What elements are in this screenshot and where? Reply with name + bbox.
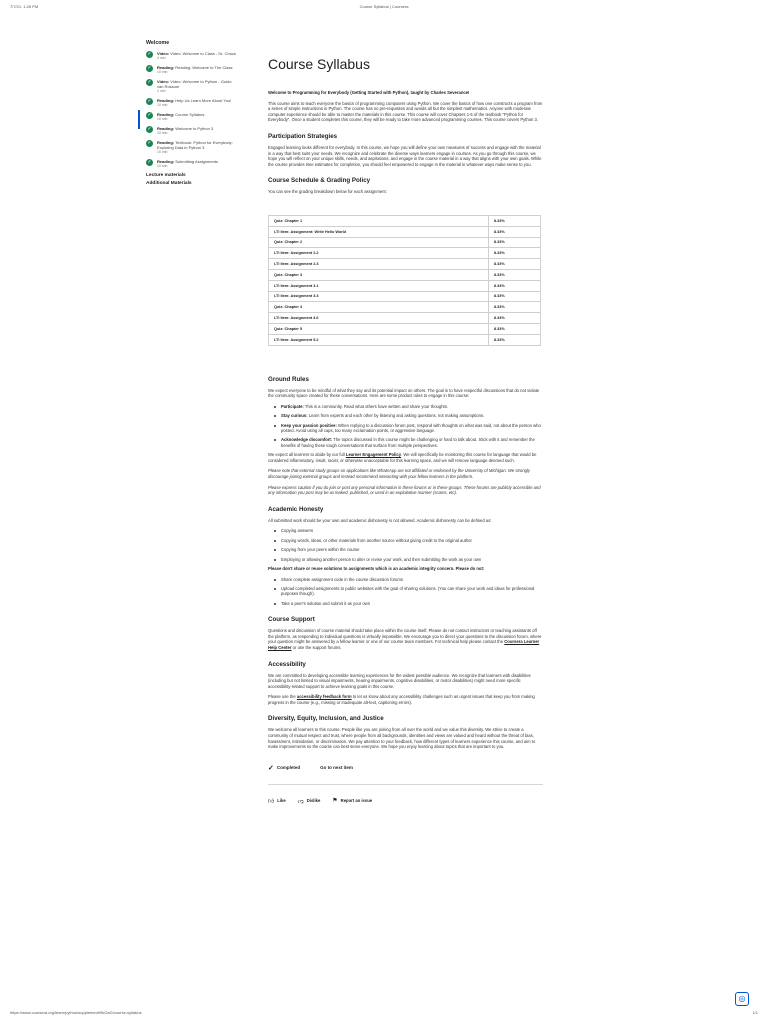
honesty-do-not: Please don't share or reuse solutions to assignments which is an academic integrity concern. Please do not: [268, 565, 485, 571]
schedule-heading: Course Schedule & Grading Policy [268, 177, 371, 185]
next-item-button[interactable]: Go to next item [320, 765, 353, 771]
thumbs-down-icon: 👎︎ [297, 798, 304, 805]
list-item: Employing or allowing another person to alter or revise your work, and then submitting the work as your own [274, 557, 543, 562]
sidebar-item[interactable] [138, 79, 238, 94]
print-page-number: 1/1 [752, 1010, 758, 1015]
help-icon[interactable]: ◎ [735, 992, 749, 1006]
sidebar-item-duration: 10 min [157, 70, 168, 74]
sidebar-item-duration: 10 min [157, 117, 168, 121]
ground-rule-item [274, 423, 543, 434]
print-header [0, 4, 768, 12]
accessibility-text: We are committed to developing accessible learning experiences for the widest possible audience. We recognize that learners with disabilities (including but not limited to visual impairments, hearing impairments, cognitive disabilities, or motor disabilities) might need more specific accessibility-related support to achieve learning goals in this course. [268, 672, 531, 689]
completed-indicator[interactable]: ✓ Completed [268, 764, 301, 772]
support-heading: Course Support [268, 616, 315, 624]
dislike-button[interactable]: 👎︎ Dislike [297, 798, 321, 805]
sidebar-item-title: Course Syllabus [175, 112, 205, 117]
sidebar-item-text [157, 79, 238, 94]
checkmark-icon: ✓ [268, 764, 274, 772]
rule-text: This is a community. Read what others have written and share your thoughts. [303, 403, 448, 409]
completed-check-icon: ✓ [147, 51, 152, 57]
intro-welcome: Welcome to Programming for Everybody (Getting Started with Python), taught by Charles Severance! [268, 90, 470, 95]
assignment-weight: 8.33% [489, 291, 541, 302]
sidebar-item-duration: 10 min [157, 150, 168, 154]
sidebar-item-kind: Reading: [157, 126, 175, 131]
rule-text: Learn from experts and each other by listening and asking questions, not making assumptions. [307, 413, 485, 419]
assignment-weight: 8.33% [489, 313, 541, 324]
sidebar-link-lecture-materials[interactable]: Lecture materials [146, 173, 186, 178]
sidebar-item-kind: Reading: [157, 159, 175, 164]
dei-heading: Diversity, Equity, Inclusion, and Justice [268, 715, 384, 723]
accessibility-feedback-text: Please use the accessibility feedback form to let us know about any accessibility challenges such as urgent issues that keep you from making progress in the course (e.g., missing or inadequate alt-text, captioning errors). [268, 694, 535, 705]
ground-rules-list [274, 404, 543, 448]
ground-rules-intro: We expect everyone to be mindful of what they say and its potential impact on others. The goal is to have respectful discussions that do not violate the community space created for these conversations. Here are some product rules to engage in this course: [268, 387, 540, 399]
sidebar-item-title: Textbook: Python for Everybody: Exploring Data in Python 3 [157, 140, 233, 150]
sidebar-item[interactable] [138, 126, 238, 136]
sidebar-item-title: Reading: Welcome to The Class [175, 65, 233, 70]
rule-lead: Participate: [281, 403, 304, 409]
assignment-name: LTI Item: Assignment 2.3 [269, 259, 489, 270]
intro-text: This course aims to teach everyone the basics of programming computers using Python. We cover the basics of how one constructs a program from a series of simple instructions in Python. The course has no pre-requisites and avoids all but the simplest mathematics. Anyone with moderate computer experience should be able to master the materials in this course. This course will cover Chapters 1-5 of the textbook "Python for Everybody". Once a student completes this course, they will be ready to take more advanced programming courses. This course covers Python 3. [268, 100, 543, 123]
assignment-weight: 8.33% [489, 237, 541, 248]
sidebar-item-duration: 10 min [157, 164, 168, 168]
sidebar-item-title: Welcome to Python 3 [175, 126, 214, 131]
module-title[interactable]: Welcome [146, 40, 170, 46]
participation-heading: Participation Strategies [268, 132, 338, 140]
sidebar-item[interactable] [138, 159, 238, 169]
print-footer [0, 1010, 768, 1018]
sidebar-item-text [157, 65, 232, 75]
page-title: Course Syllabus [268, 56, 370, 72]
dei-text: We welcome all learners to this course. People like you are joining from all over the world and we value this diversity. We strive to create a community of mutual respect and trust, where people from all backgrounds, identities and views are valued and heard without the threat of bias, harassment, intimidation, or discrimination. We pay attention to your feedback, how different types of learners experience this course, and aim to make improvements so the course can best serve everyone. We hope you enjoy learning about topics that are important to you. [268, 727, 536, 750]
caution-note: Please express caution if you do join or post any personal information in these forums or in these groups. These forums are publicly accessible and any information you post may be as leaked, published, or used in an exploitative manner (scams, etc). [268, 484, 541, 496]
sidebar-item-text [157, 112, 204, 122]
sidebar-item-title: Submitting Assignments [175, 159, 218, 164]
list-item: Take a peer's solution and submit it as your own [274, 601, 543, 606]
rule-lead: Keep your passion positive: [281, 422, 337, 428]
assignment-weight: 8.33% [489, 269, 541, 280]
honesty-list [274, 528, 543, 562]
completed-check-icon: ✓ [147, 79, 152, 85]
sidebar-item-list [138, 51, 238, 169]
report-issue-button[interactable]: ⚑ Report an issue [332, 798, 373, 805]
assignment-name: Quiz: Chapter 4 [269, 302, 489, 313]
assignment-name: Quiz: Chapter 2 [269, 237, 489, 248]
sidebar-item-kind: Reading: [157, 140, 175, 145]
completed-check-icon: ✓ [147, 65, 152, 71]
print-date: 7/7/21, 1:26 PM [10, 4, 39, 9]
sidebar-item[interactable] [138, 140, 238, 155]
divider [268, 784, 543, 785]
list-item: Share complete assignment code in the course discussion forums [274, 577, 543, 582]
completed-check-icon: ✓ [147, 159, 152, 165]
grade-row [269, 237, 541, 248]
assignment-name: LTI Item: Assignment 3.1 [269, 280, 489, 291]
assignment-name: LTI Item: Assignment 5.2 [269, 334, 489, 345]
sidebar-item-text [157, 140, 238, 155]
grade-row [269, 259, 541, 270]
grade-row [269, 323, 541, 334]
assignment-name: Quiz: Chapter 1 [269, 215, 489, 226]
sidebar-item[interactable] [138, 98, 238, 108]
grade-row [269, 313, 541, 324]
sidebar-item-title: Help Us Learn More About You! [175, 98, 232, 103]
ground-rule-item [274, 437, 543, 448]
feedback-bar [268, 797, 543, 805]
accessibility-feedback-link[interactable]: accessibility feedback form [296, 694, 352, 700]
sidebar-item-title: Video: Welcome to Python - Guido van Rossum [157, 79, 232, 89]
assignment-name: LTI Item: Assignment 4.6 [269, 313, 489, 324]
completed-check-icon: ✓ [147, 98, 152, 104]
ground-rules-heading: Ground Rules [268, 375, 309, 383]
main-content [268, 56, 543, 805]
grade-row [269, 334, 541, 345]
completed-check-icon: ✓ [147, 112, 152, 118]
item-actions [268, 764, 543, 772]
assignment-weight: 8.33% [489, 334, 541, 345]
completed-check-icon: ✓ [147, 126, 152, 132]
assignment-weight: 8.33% [489, 259, 541, 270]
grade-row [269, 302, 541, 313]
participation-text: Engaged learning looks different for everybody. In this course, we hope you will define your own measures of success and engage with the material in a way that best suits your needs. We recognize and celebrate the diverse ways learners engage in courses. As you go through this course, we hope you will reflect on your unique skills, needs, and aspirations, and engage in the course material in a way that aligns with your own goals. While the course provides time estimates for completion, you should feel empowered to engage in the material in whatever ways make sense to you. [268, 144, 542, 167]
sidebar-item-text [157, 98, 231, 108]
assignment-weight: 8.33% [489, 248, 541, 259]
external-groups-note: Please note that external study groups on applications like WhatsApp are not affiliated or endorsed by the University of Michigan. We strongly discourage joining external groups and instead recommend interacting with your fellow learners in the platform. [268, 468, 531, 479]
sidebar-item-duration: 10 min [157, 131, 168, 135]
assignment-weight: 8.33% [489, 215, 541, 226]
sidebar-item-kind: Video: [157, 51, 170, 56]
assignment-name: LTI Item: Assignment 2.2 [269, 248, 489, 259]
support-text: Questions and discussion of course material should take place within the course itself. Please do not contact instructors or teaching assistants off the platform, as responding to individual questions is virtually impossible. We encourage you to direct your questions to the discussion forum, where your question might be answered by a fellow learner or one of our course team members. For technical help please contact the Coursera Learner Help Center or use the support forums. [268, 628, 542, 650]
grade-row [269, 215, 541, 226]
accessibility-heading: Accessibility [268, 660, 306, 668]
sidebar-item-duration: 1 min [157, 89, 166, 93]
grading-table [268, 215, 541, 346]
sidebar-item-duration: 10 min [157, 103, 168, 107]
assignment-weight: 8.33% [489, 323, 541, 334]
sidebar-item-text [157, 159, 218, 169]
policy-text: We expect all learners to abide by our full Learner Engagement Policy. We will specifically be monitoring this course for language that would be considered inflammatory, insult, racist, or otherwise unacceptable for this learning space, and we will remove language deemed such. [268, 452, 537, 463]
help-center-link[interactable]: Coursera Learner Help Center [268, 639, 540, 650]
like-button[interactable]: 👍︎ Like [268, 798, 286, 805]
thumbs-up-icon: 👍︎ [268, 798, 275, 805]
assignment-weight: 8.33% [489, 226, 541, 237]
honesty-intro: All submitted work should be your own and academic dishonesty is not allowed. Academic dishonesty can be defined as: [268, 517, 492, 523]
sidebar-item-title: Video: Welcome to Class - Dr. Chuck [170, 51, 236, 56]
sidebar-link-additional-materials[interactable]: Additional Materials [146, 181, 192, 186]
assignment-weight: 8.33% [489, 280, 541, 291]
rule-text: The topics discussed in this course might be challenging or hard to talk about. Stick with it and remember the benefits of having these tough conversations that surface from multiple perspectives. [281, 437, 535, 448]
schedule-text: You can see the grading breakdown below for each assignment: [268, 189, 387, 195]
flag-icon: ⚑ [332, 798, 338, 805]
list-item: Copying from your peers within the course [274, 547, 543, 552]
list-item: Copying answers [274, 528, 543, 533]
sidebar-item[interactable] [138, 51, 238, 61]
sidebar-item-kind: Reading: [157, 98, 175, 103]
ground-rule-item [274, 404, 543, 409]
sidebar-item-text [157, 126, 213, 136]
assignment-weight: 8.33% [489, 302, 541, 313]
grade-row [269, 269, 541, 280]
sidebar-item-kind: Reading: [157, 65, 175, 70]
honesty-do-not-list [274, 577, 543, 607]
rule-lead: Acknowledge discomfort: [281, 437, 333, 443]
sidebar-item[interactable] [138, 112, 238, 122]
sidebar-item[interactable] [138, 65, 238, 75]
assignment-name: Quiz: Chapter 3 [269, 269, 489, 280]
course-sidebar [138, 40, 238, 189]
list-item: Upload completed assignments to public websites with the goal of sharing solutions. (You can share your work and ideas for professional purposes though). [274, 586, 543, 597]
print-title: Course Syllabus | Coursera [359, 4, 409, 9]
sidebar-item-kind: Video: [157, 79, 170, 84]
grade-row [269, 248, 541, 259]
completed-check-icon: ✓ [147, 140, 152, 146]
sidebar-item-text [157, 51, 236, 61]
rule-text: When replying to a discussion forum post, respond with thoughts on what was said, not about the person who posted. Avoid using all caps, too many exclamation points, or aggressive language. [281, 422, 541, 433]
learner-engagement-policy-link[interactable]: Learner Engagement Policy [345, 452, 402, 458]
assignment-name: LTI Item: Assignment 3.3 [269, 291, 489, 302]
honesty-heading: Academic Honesty [268, 505, 324, 513]
ground-rule-item [274, 413, 543, 418]
sidebar-item-duration: 4 min [157, 56, 166, 60]
grade-row [269, 280, 541, 291]
assignment-name: LTI Item: Assignment: Write Hello World [269, 226, 489, 237]
grade-row [269, 226, 541, 237]
list-item: Copying words, ideas, or other materials from another source without giving credit to the original author [274, 538, 543, 543]
print-url: https://www.coursera.org/learn/python/supplement/9kOaG/course-syllabus [10, 1010, 142, 1015]
grade-row [269, 291, 541, 302]
sidebar-item-kind: Reading: [157, 112, 175, 117]
rule-lead: Stay curious: [281, 413, 308, 419]
assignment-name: Quiz: Chapter 5 [269, 323, 489, 334]
